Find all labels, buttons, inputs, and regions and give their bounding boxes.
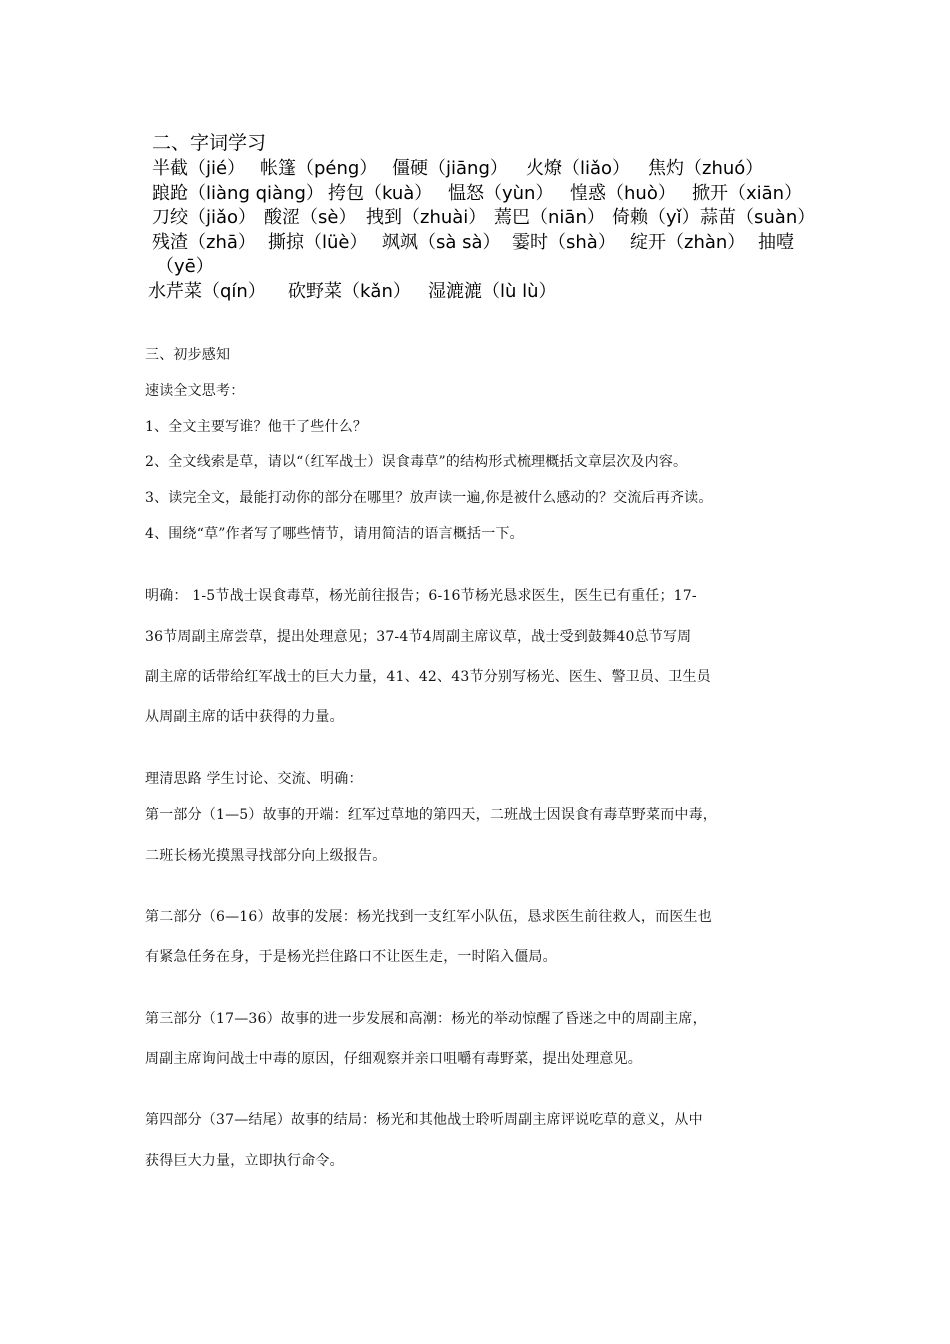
vocab-item: 蒜苗（suàn） bbox=[700, 207, 816, 228]
vocab-item: 砍野菜（kǎn） bbox=[288, 281, 411, 302]
vocab-item: 掀开（xiān） bbox=[692, 183, 803, 204]
part-2-line: 有紧急任务在身，于是杨光拦住路口不让医生走，一时陷入僵局。 bbox=[145, 949, 557, 965]
vocab-item: 倚赖（yǐ） bbox=[612, 207, 700, 228]
vocab-item: 踉跄（liàng qiàng） bbox=[152, 183, 324, 204]
analysis-heading: 理清思路 学生讨论、交流、明确： bbox=[145, 771, 363, 787]
question-4: 4、围绕“草”作者写了哪些情节，请用简洁的语言概括一下。 bbox=[145, 526, 524, 542]
vocab-item: 撕掠（lüè） bbox=[268, 232, 368, 253]
answer-line: 36节周副主席尝草，提出处理意见；37-4节4周副主席议草，战士受到鼓舞40总节写周 bbox=[145, 629, 692, 645]
vocab-item: 帐篷（péng） bbox=[260, 158, 378, 179]
part-1-line: 第一部分（1—5）故事的开端：红军过草地的第四天，二班战士因误食有毒草野菜而中毒， bbox=[145, 807, 718, 823]
answer-line: 副主席的话带给红军战士的巨大力量，41、42、43节分别写杨光、医生、警卫员、卫生员 bbox=[145, 669, 711, 685]
vocab-item: 霎时（shà） bbox=[512, 232, 616, 253]
section-3-heading: 三、初步感知 bbox=[145, 347, 231, 363]
vocab-item: 水芹菜（qín） bbox=[148, 281, 266, 302]
part-1-line: 二班长杨光摸黑寻找部分向上级报告。 bbox=[145, 848, 387, 864]
vocab-item: 惶惑（huò） bbox=[570, 183, 676, 204]
vocab-item: 蔫巴（niān） bbox=[494, 207, 605, 228]
part-2-line: 第二部分（6—16）故事的发展：杨光找到一支红军小队伍，恳求医生前往救人，而医生也 bbox=[145, 909, 712, 925]
part-3-line: 第三部分（17—36）故事的进一步发展和高潮：杨光的举动惊醒了昏迷之中的周副主席， bbox=[145, 1011, 707, 1027]
vocab-item: 焦灼（zhuó） bbox=[648, 158, 764, 179]
part-3-line: 周副主席询问战士中毒的原因，仔细观察并亲口咀嚼有毒野菜，提出处理意见。 bbox=[145, 1051, 642, 1067]
part-4-line: 第四部分（37—结尾）故事的结局：杨光和其他战士聆听周副主席评说吃草的意义，从中 bbox=[145, 1112, 703, 1128]
vocab-item: 半截（jié） bbox=[152, 158, 246, 179]
vocab-item: 酸涩（sè） bbox=[264, 207, 357, 228]
vocab-item: 僵硬（jiāng） bbox=[392, 158, 508, 179]
vocab-item: 火燎（liǎo） bbox=[526, 158, 631, 179]
vocab-item: 飒飒（sà sà） bbox=[382, 232, 501, 253]
vocab-item: 刀绞（jiǎo） bbox=[152, 207, 257, 228]
answer-line: 从周副主席的话中获得的力量。 bbox=[145, 709, 344, 725]
part-4-line: 获得巨大力量，立即执行命令。 bbox=[145, 1153, 344, 1169]
vocab-item: （yē） bbox=[156, 256, 214, 277]
vocab-item: 残渣（zhā） bbox=[152, 232, 256, 253]
section-2-heading: 二、字词学习 bbox=[152, 132, 267, 154]
vocab-item: 湿漉漉（lù lù） bbox=[428, 281, 557, 302]
question-2: 2、全文线索是草，请以“（红军战士）误食毒草”的结构形式梳理概括文章层次及内容。 bbox=[145, 454, 688, 470]
vocab-item: 挎包（kuà） bbox=[328, 183, 433, 204]
answer-line: 明确： 1-5节战士误食毒草，杨光前往报告；6-16节杨光恳求医生，医生已有重任；17- bbox=[145, 588, 697, 604]
vocab-item: 抽噎 bbox=[758, 232, 794, 253]
question-3: 3、读完全文，最能打动你的部分在哪里？放声读一遍,你是被什么感动的？交流后再齐读。 bbox=[145, 490, 713, 506]
vocab-item: 愠怒（yùn） bbox=[448, 183, 554, 204]
section-3-prompt: 速读全文思考： bbox=[145, 383, 245, 399]
vocab-item: 拽到（zhuài） bbox=[366, 207, 487, 228]
question-1: 1、全文主要写谁？他干了些什么？ bbox=[145, 419, 368, 435]
vocab-item: 绽开（zhàn） bbox=[630, 232, 746, 253]
